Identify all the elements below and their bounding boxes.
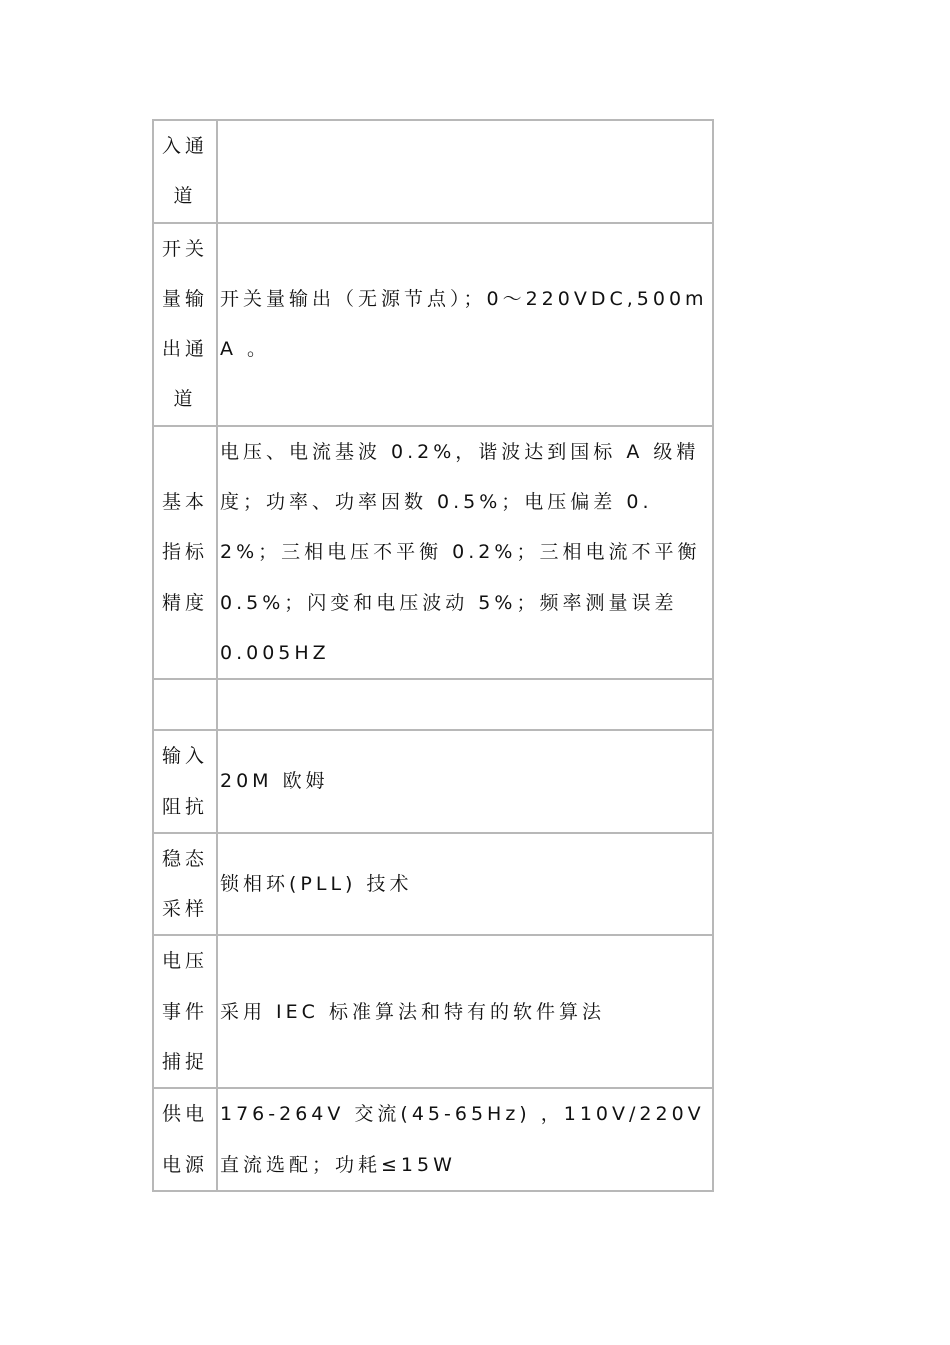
row-label: 基本指标精度 — [153, 426, 217, 679]
row-label: 稳态采样 — [153, 833, 217, 936]
table-row — [153, 426, 713, 679]
table-row — [153, 679, 713, 730]
table-row — [153, 935, 713, 1088]
row-value: 20M 欧姆 — [217, 730, 713, 833]
row-value — [217, 679, 713, 730]
row-label: 开关量输出通道 — [153, 223, 217, 426]
row-value: 电压、电流基波 0.2%，谐波达到国标 A 级精度；功率、功率因数 0.5%；电压偏差 0.2%；三相电压不平衡 0.2%；三相电流不平衡 0.5%；闪变和电压波动 5%；频率测量误差 0.005HZ — [217, 426, 713, 679]
spec-table — [152, 119, 714, 1192]
row-label: 输入阻抗 — [153, 730, 217, 833]
table-row — [153, 833, 713, 936]
row-value: 开关量输出（无源节点）；0～220VDC,500mA 。 — [217, 223, 713, 426]
table-row — [153, 223, 713, 426]
table-row — [153, 1088, 713, 1191]
row-value: 锁相环(PLL) 技术 — [217, 833, 713, 936]
table-row — [153, 730, 713, 833]
row-label: 供电电源 — [153, 1088, 217, 1191]
row-label: 入通道 — [153, 120, 217, 223]
row-value: 176-264V 交流(45-65Hz) ，110V/220V 直流选配；功耗≤15W — [217, 1088, 713, 1191]
row-label — [153, 679, 217, 730]
table-row — [153, 120, 713, 223]
row-value: 采用 IEC 标准算法和特有的软件算法 — [217, 935, 713, 1088]
row-label: 电压事件捕捉 — [153, 935, 217, 1088]
row-value — [217, 120, 713, 223]
